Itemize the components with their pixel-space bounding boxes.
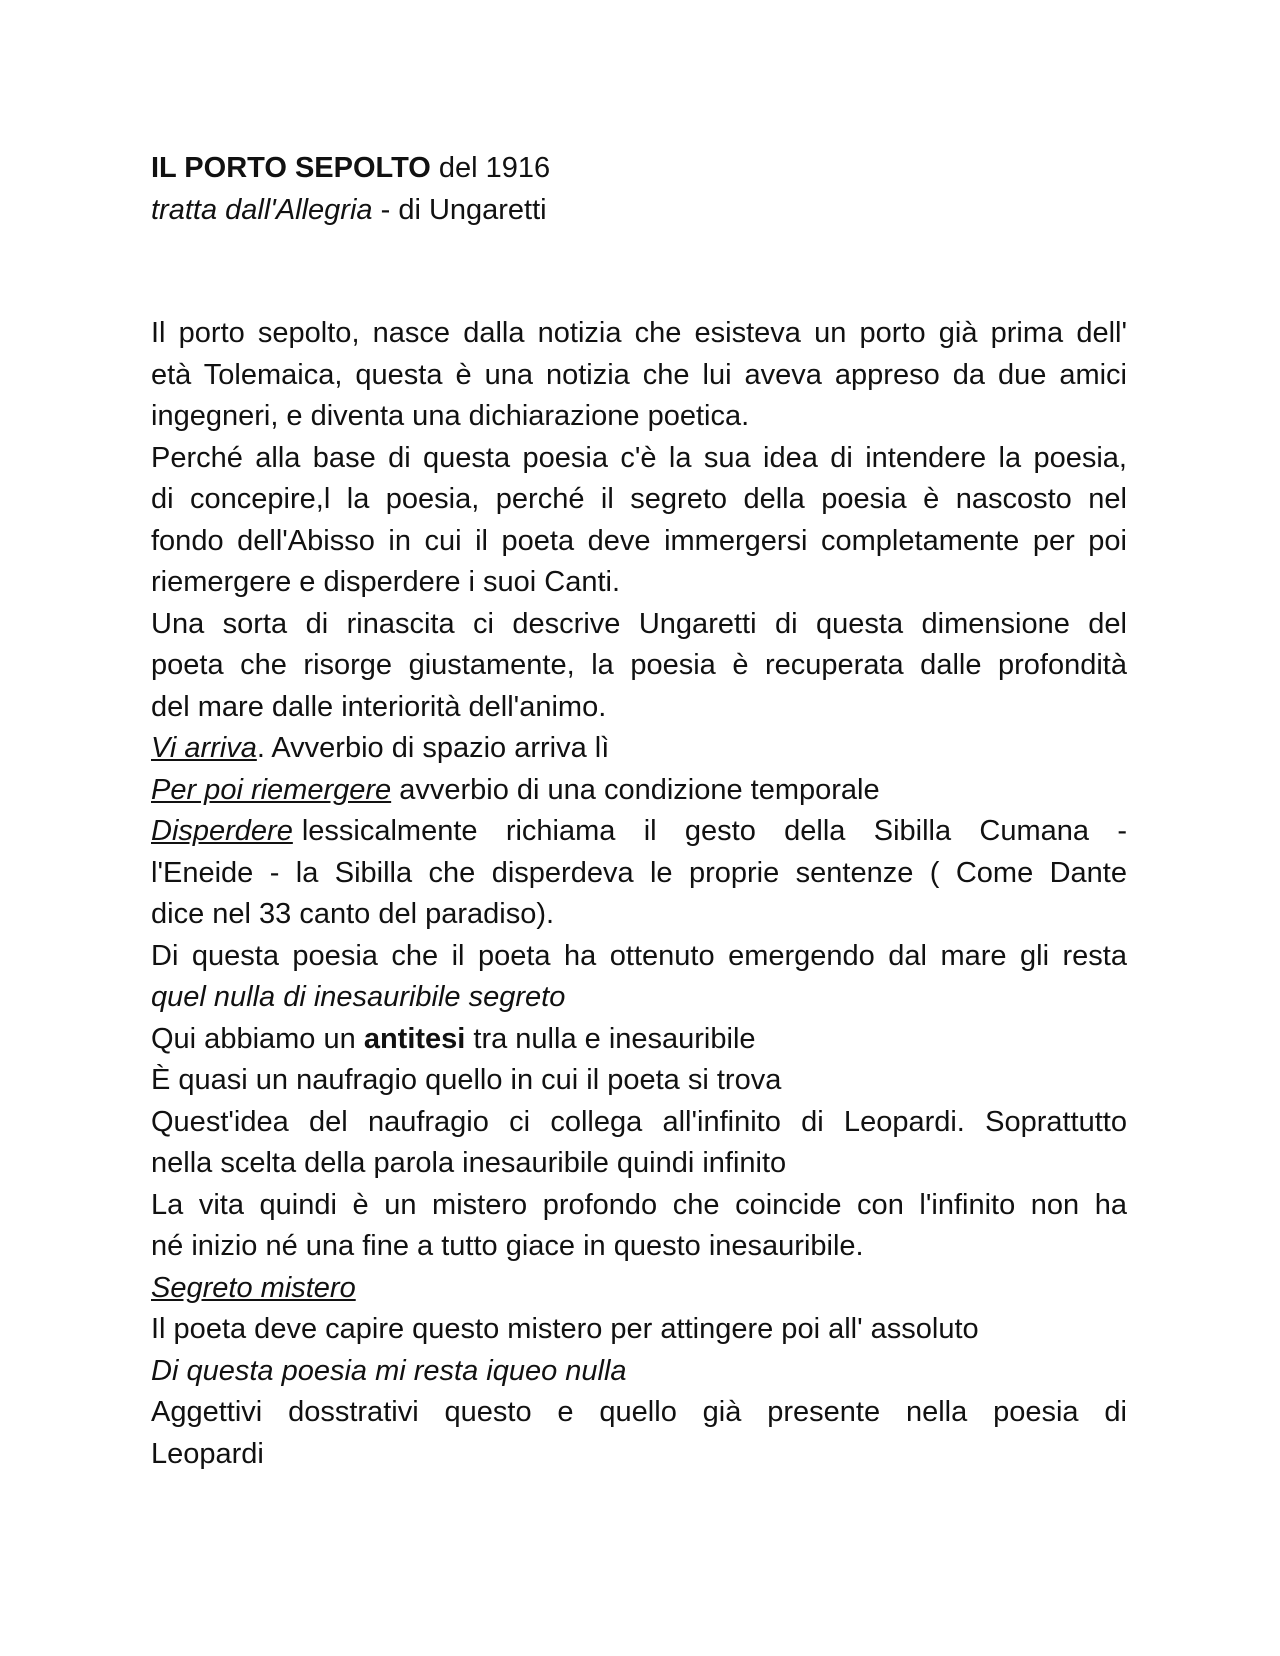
text-line	[151, 1019, 1127, 1061]
text-line: l'Eneide - la Sibilla che disperdeva le proprie sentenze ( Come Dante	[151, 856, 1127, 889]
text-line: né inizio né una fine a tutto giace in questo inesauribile.	[151, 1230, 864, 1262]
text-line: Perché alla base di questa poesia c'è la sua idea di intendere la poesia,	[151, 441, 1127, 474]
text-line: È quasi un naufragio quello in cui il poeta si trova	[151, 1064, 782, 1096]
title-date: del 1916	[430, 152, 551, 184]
underlined-term: Per poi riemergere	[151, 773, 392, 806]
quoted-verse: quel nulla di inesauribile segreto	[151, 981, 566, 1013]
text-fragment: Qui abbiamo un	[151, 1022, 364, 1055]
text-line: Leopardi	[151, 1437, 264, 1470]
text-line: riemergere e disperdere i suoi Canti.	[151, 566, 621, 598]
text-line: di concepire,l la poesia, perché il segreto della poesia è nascosto nel	[151, 483, 1127, 515]
text-line: Aggettivi dosstrativi questo e quello già presente nella poesia di	[151, 1396, 1127, 1428]
text-line: Il poeta deve capire questo mistero per attingere poi all' assoluto	[151, 1313, 979, 1345]
document-subtitle	[151, 190, 547, 230]
subtitle-author: - di Ungaretti	[372, 194, 547, 226]
document-body	[151, 313, 1127, 1475]
text-line: Una sorta di rinascita ci descrive Ungaretti di questa dimensione del	[151, 607, 1127, 640]
bold-term: antitesi	[363, 1022, 466, 1055]
text-line: dice nel 33 canto del paradiso).	[151, 898, 555, 930]
text-line: Il porto sepolto, nasce dalla notizia che esisteva un porto già prima dell'	[151, 317, 1127, 349]
text-line: fondo dell'Abisso in cui il poeta deve immergersi completamente per poi	[151, 524, 1127, 557]
term-explanation: avverbio di una condizione temporale	[391, 773, 880, 806]
text-line: ingegneri, e diventa una dichiarazione poetica.	[151, 400, 750, 432]
underlined-term: Vi arriva	[151, 732, 257, 764]
document-title	[151, 148, 550, 188]
term-explanation: lessicalmente richiama il gesto della Sibilla Cumana -	[301, 815, 1127, 847]
text-line: La vita quindi è un mistero profondo che coincide con l'infinito non ha	[151, 1188, 1127, 1221]
text-line: Quest'idea del naufragio ci collega all'infinito di Leopardi. Soprattutto	[151, 1105, 1127, 1138]
subtitle-source: tratta dall'Allegria	[151, 194, 373, 226]
title-bold: IL PORTO SEPOLTO	[151, 152, 431, 184]
quoted-verse: Di questa poesia mi resta iqueo nulla	[151, 1354, 627, 1387]
underlined-term: Disperdere	[151, 815, 293, 847]
text-line: del mare dalle interiorità dell'animo.	[151, 690, 607, 723]
text-line: Di questa poesia che il poeta ha ottenuto emergendo dal mare gli resta	[151, 939, 1127, 972]
text-line	[151, 811, 1127, 853]
text-line: età Tolemaica, questa è una notizia che lui aveva appreso da due amici	[151, 358, 1127, 391]
text-line: nella scelta della parola inesauribile quindi infinito	[151, 1147, 787, 1179]
term-explanation: . Avverbio di spazio arriva lì	[256, 732, 610, 764]
text-line: poeta che risorge giustamente, la poesia è recuperata dalle profondità	[151, 649, 1127, 681]
text-fragment: tra nulla e inesauribile	[465, 1022, 756, 1055]
text-line	[151, 728, 1127, 770]
text-line	[151, 770, 1127, 812]
underlined-term: Segreto mistero	[151, 1271, 356, 1304]
